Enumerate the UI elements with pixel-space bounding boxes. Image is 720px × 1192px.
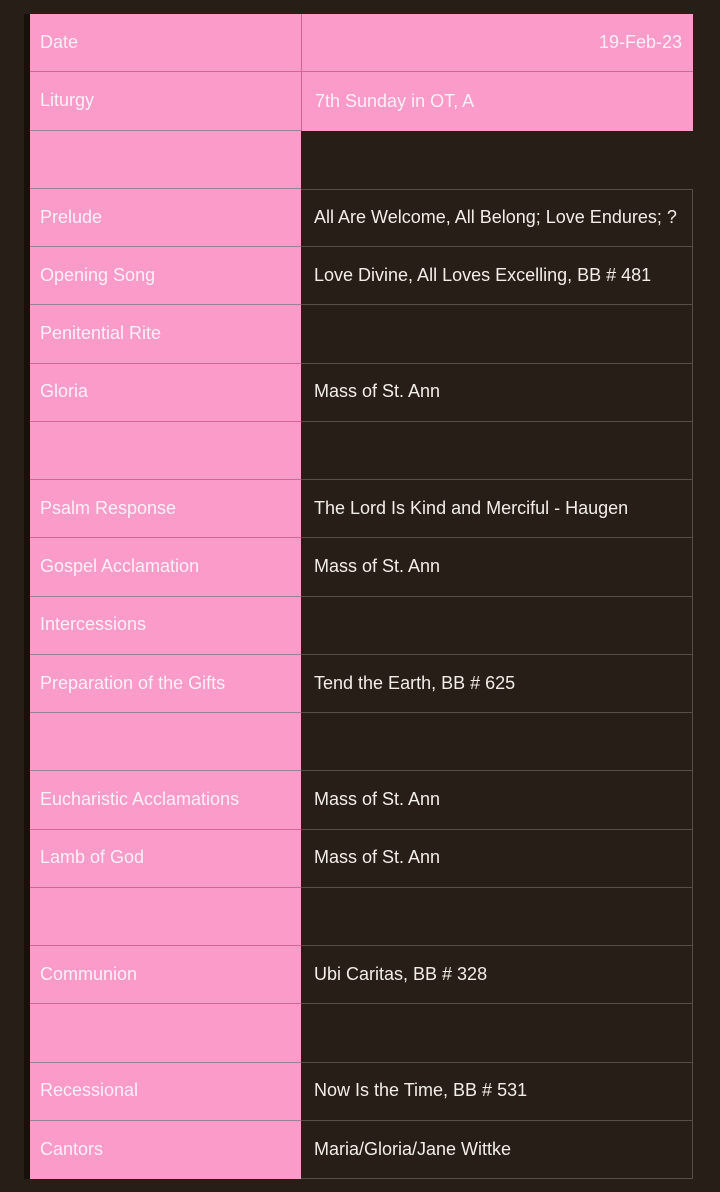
value-cell-spacer-5[interactable] bbox=[301, 1004, 693, 1062]
label-cell-preparation-of-the-gifts[interactable]: Preparation of the Gifts bbox=[30, 655, 301, 713]
value-cell-spacer-2[interactable] bbox=[301, 422, 693, 480]
label-cell-spacer-4[interactable] bbox=[30, 888, 301, 946]
label-cell-spacer-1[interactable] bbox=[30, 131, 301, 189]
value-cell-date[interactable]: 19-Feb-23 bbox=[301, 14, 693, 72]
value-cell-eucharistic-acclamations[interactable]: Mass of St. Ann bbox=[301, 771, 693, 829]
liturgy-music-plan-table bbox=[30, 14, 693, 1179]
label-cell-lamb-of-god[interactable]: Lamb of God bbox=[30, 830, 301, 888]
value-cell-spacer-3[interactable] bbox=[301, 713, 693, 771]
value-cell-opening-song[interactable]: Love Divine, All Loves Excelling, BB # 481 bbox=[301, 247, 693, 305]
value-cell-prelude[interactable]: All Are Welcome, All Belong; Love Endures; ? bbox=[301, 189, 693, 247]
label-cell-communion[interactable]: Communion bbox=[30, 946, 301, 1004]
value-cell-communion[interactable]: Ubi Caritas, BB # 328 bbox=[301, 946, 693, 1004]
label-cell-prelude[interactable]: Prelude bbox=[30, 189, 301, 247]
label-cell-penitential-rite[interactable]: Penitential Rite bbox=[30, 305, 301, 363]
label-cell-date[interactable]: Date bbox=[30, 14, 301, 72]
value-cell-psalm-response[interactable]: The Lord Is Kind and Merciful - Haugen bbox=[301, 480, 693, 538]
value-cell-cantors[interactable]: Maria/Gloria/Jane Wittke bbox=[301, 1121, 693, 1179]
label-cell-liturgy[interactable]: Liturgy bbox=[30, 72, 301, 130]
value-cell-recessional[interactable]: Now Is the Time, BB # 531 bbox=[301, 1063, 693, 1121]
label-cell-spacer-3[interactable] bbox=[30, 713, 301, 771]
label-cell-cantors[interactable]: Cantors bbox=[30, 1121, 301, 1179]
label-cell-opening-song[interactable]: Opening Song bbox=[30, 247, 301, 305]
value-cell-liturgy[interactable]: 7th Sunday in OT, A bbox=[301, 72, 693, 130]
label-cell-eucharistic-acclamations[interactable]: Eucharistic Acclamations bbox=[30, 771, 301, 829]
value-cell-spacer-1 bbox=[301, 131, 693, 189]
label-cell-gloria[interactable]: Gloria bbox=[30, 364, 301, 422]
label-cell-gospel-acclamation[interactable]: Gospel Acclamation bbox=[30, 538, 301, 596]
value-cell-penitential-rite[interactable] bbox=[301, 305, 693, 363]
value-cell-gloria[interactable]: Mass of St. Ann bbox=[301, 364, 693, 422]
label-cell-psalm-response[interactable]: Psalm Response bbox=[30, 480, 301, 538]
label-cell-spacer-2[interactable] bbox=[30, 422, 301, 480]
label-cell-spacer-5[interactable] bbox=[30, 1004, 301, 1062]
value-cell-spacer-4[interactable] bbox=[301, 888, 693, 946]
label-cell-recessional[interactable]: Recessional bbox=[30, 1063, 301, 1121]
value-cell-lamb-of-god[interactable]: Mass of St. Ann bbox=[301, 830, 693, 888]
label-cell-intercessions[interactable]: Intercessions bbox=[30, 597, 301, 655]
value-cell-gospel-acclamation[interactable]: Mass of St. Ann bbox=[301, 538, 693, 596]
value-cell-intercessions[interactable] bbox=[301, 597, 693, 655]
value-cell-preparation-of-the-gifts[interactable]: Tend the Earth, BB # 625 bbox=[301, 655, 693, 713]
